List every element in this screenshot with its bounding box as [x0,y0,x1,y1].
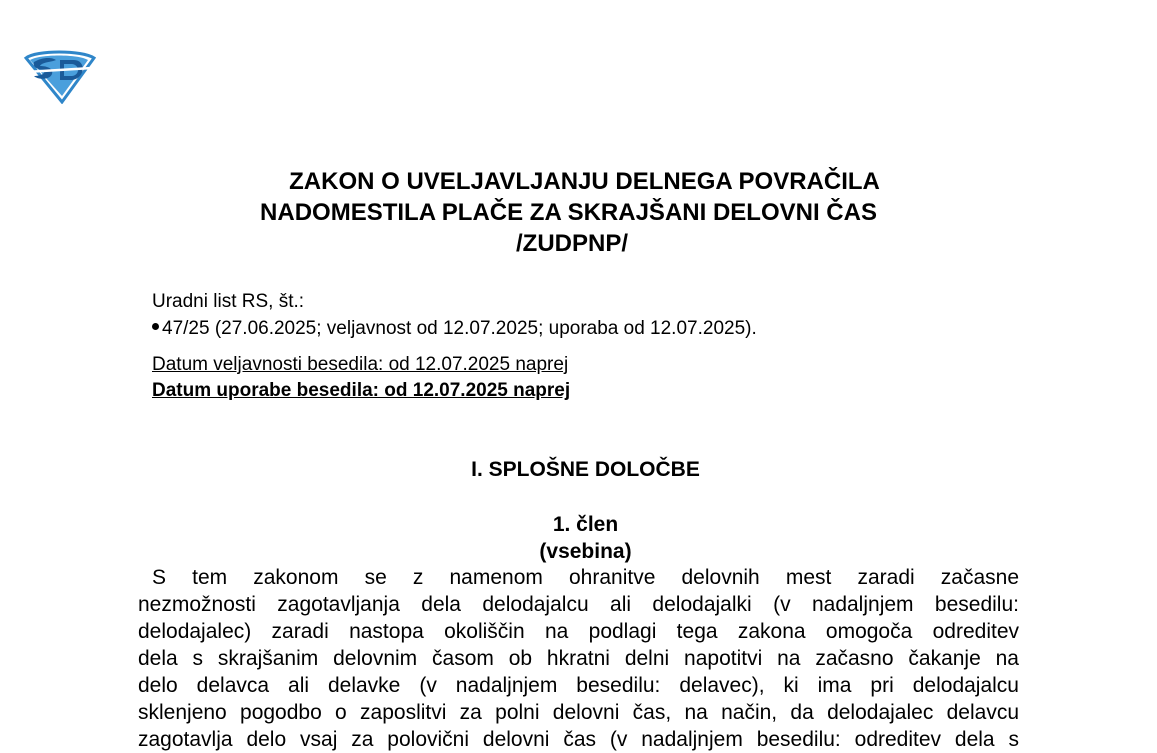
gazette-entry-text: 47/25 (27.06.2025; veljavnost od 12.07.2025; uporaba od 12.07.2025). [162,318,757,339]
article-subtitle: (vsebina) [539,540,632,563]
sd-logo [22,48,96,104]
document-title [0,166,1157,259]
body-line: delodajalec) zaradi nastopa okoliščin na podlagi tega zakona omogoča odreditev [138,620,1019,643]
title-line-1: ZAKON O UVELJAVLJANJU DELNEGA POVRAČILA [289,168,880,195]
body-line: nezmožnosti zagotavljanja dela delodajalcu ali delodajalki (v nadaljnjem besedilu: [138,593,1019,616]
title-abbreviation: /ZUDPNP/ [515,230,628,257]
chapter-heading: I. SPLOŠNE DOLOČBE [471,458,700,481]
article-heading [0,511,1157,565]
article-number: 1. člen [552,513,619,536]
body-line: S tem zakonom se z namenom ohranitve delovnih mest zaradi začasne [152,566,1019,589]
text-dates [152,352,570,404]
gazette-entry [152,315,757,342]
bullet-icon [152,323,159,330]
title-line-2: NADOMESTILA PLAČE ZA SKRAJŠANI DELOVNI ČAS [260,199,877,226]
article-body [138,564,1019,753]
validity-date: Datum veljavnosti besedila: od 12.07.2025 naprej [152,354,569,375]
body-line: delo delavca ali delavke (v nadaljnjem besedilu: delavec), ki ima pri delodajalcu [138,674,1019,697]
body-line: zagotavlja delo vsaj za polovični delovni čas (v nadaljnjem besedilu: odreditev dela s [138,728,1019,751]
body-line: dela s skrajšanim delovnim časom ob hkratni delni napotitvi na začasno čakanje na [138,647,1019,670]
sd-shield-logo-icon [22,48,96,104]
application-date: Datum uporabe besedila: od 12.07.2025 naprej [152,380,571,401]
body-line: sklenjeno pogodbo o zaposlitvi za polni delovni čas, na način, da delodajalec delavcu [138,701,1019,724]
gazette-label: Uradni list RS, št.: [152,291,305,312]
official-gazette-block [152,288,757,342]
